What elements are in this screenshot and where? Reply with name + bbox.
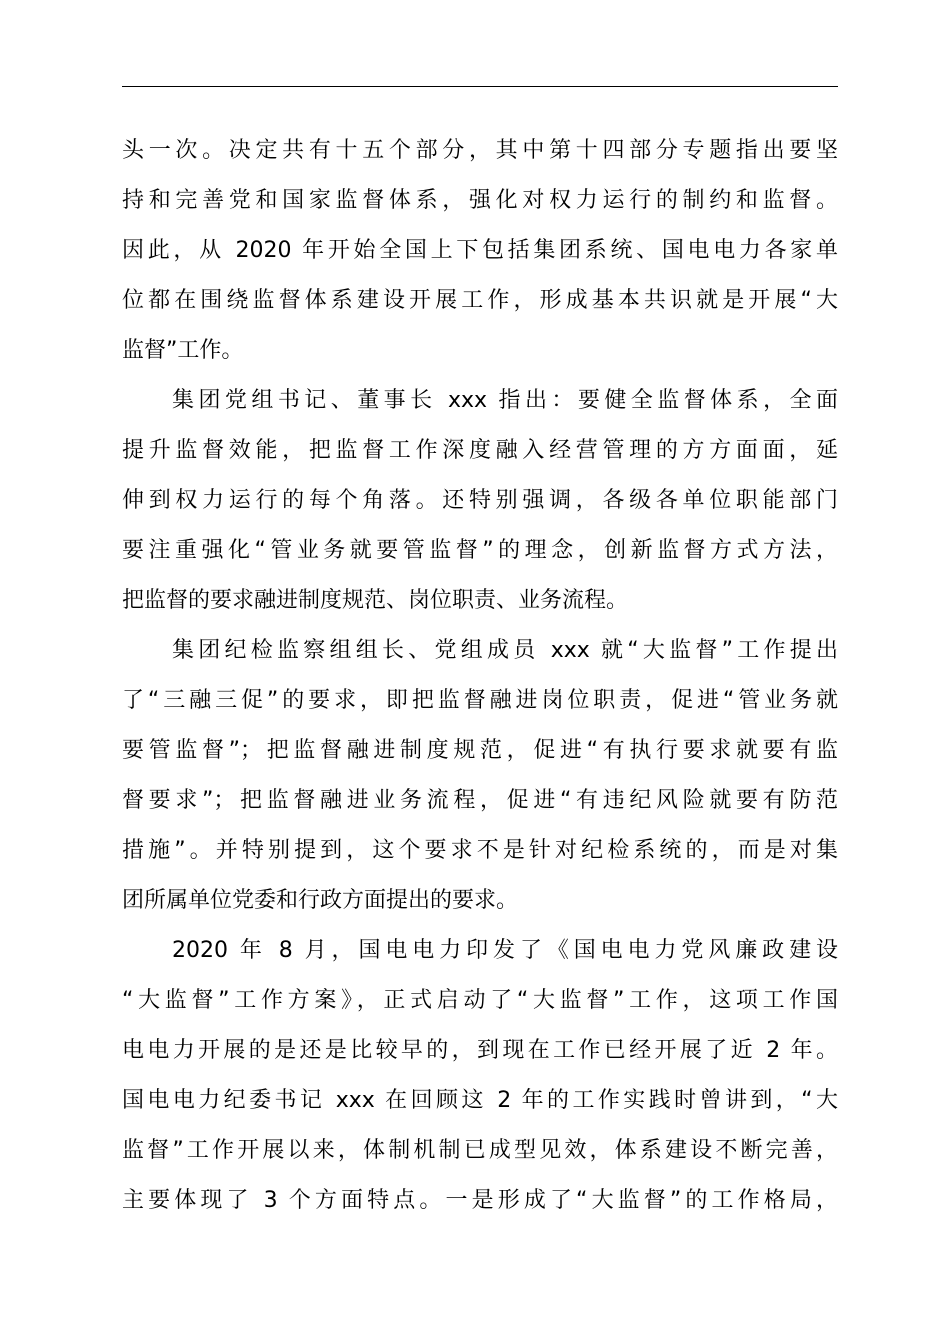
text-line-6: 集团党组书记、董事长 xxx 指出：要健全监督体系，全面 (172, 388, 838, 413)
text-line-18: “大监督”工作方案》，正式启动了“大监督”工作，这项工作国 (122, 988, 838, 1013)
text-line-7: 提升监督效能，把监督工作深度融入经营管理的方方面面，延 (122, 438, 838, 463)
text-line-1: 头一次。决定共有十五个部分，其中第十四部分专题指出要坚 (122, 138, 838, 163)
header-rule (122, 86, 838, 87)
document-body (122, 126, 842, 1226)
text-line-22: 主要体现了 3 个方面特点。一是形成了“大监督”的工作格局， (122, 1188, 838, 1213)
text-line-13: 要管监督”；把监督融进制度规范，促进“有执行要求就要有监 (122, 738, 839, 763)
text-line-14: 督要求”；把监督融进业务流程，促进“有违纪风险就要有防范 (122, 788, 838, 813)
text-line-16: 团所属单位党委和行政方面提出的要求。 (122, 888, 519, 913)
text-line-3: 因此，从 2020 年开始全国上下包括集团系统、国电电力各家单 (122, 238, 838, 263)
text-line-15: 措施”。并特别提到，这个要求不是针对纪检系统的，而是对集 (122, 838, 838, 863)
text-line-8: 伸到权力运行的每个角落。还特别强调，各级各单位职能部门 (122, 488, 838, 513)
text-line-11: 集团纪检监察组组长、党组成员 xxx 就“大监督”工作提出 (172, 638, 838, 663)
text-line-9: 要注重强化“管业务就要管监督”的理念，创新监督方式方法， (122, 538, 839, 563)
text-line-17: 2020 年 8 月，国电电力印发了《国电电力党风廉政建设 (172, 938, 838, 963)
text-line-12: 了“三融三促”的要求，即把监督融进岗位职责，促进“管业务就 (122, 688, 838, 713)
text-line-21: 监督”工作开展以来，体制机制已成型见效，体系建设不断完善， (122, 1138, 838, 1163)
text-line-4: 位都在围绕监督体系建设开展工作，形成基本共识就是开展“大 (122, 288, 838, 313)
text-line-2: 持和完善党和国家监督体系，强化对权力运行的制约和监督。 (122, 188, 838, 213)
text-line-5: 监督”工作。 (122, 338, 244, 363)
text-line-20: 国电电力纪委书记 xxx 在回顾这 2 年的工作实践时曾讲到，“大 (122, 1088, 838, 1113)
text-line-19: 电电力开展的是还是比较早的，到现在工作已经开展了近 2 年。 (122, 1038, 838, 1063)
text-line-10: 把监督的要求融进制度规范、岗位职责、业务流程。 (122, 588, 629, 613)
